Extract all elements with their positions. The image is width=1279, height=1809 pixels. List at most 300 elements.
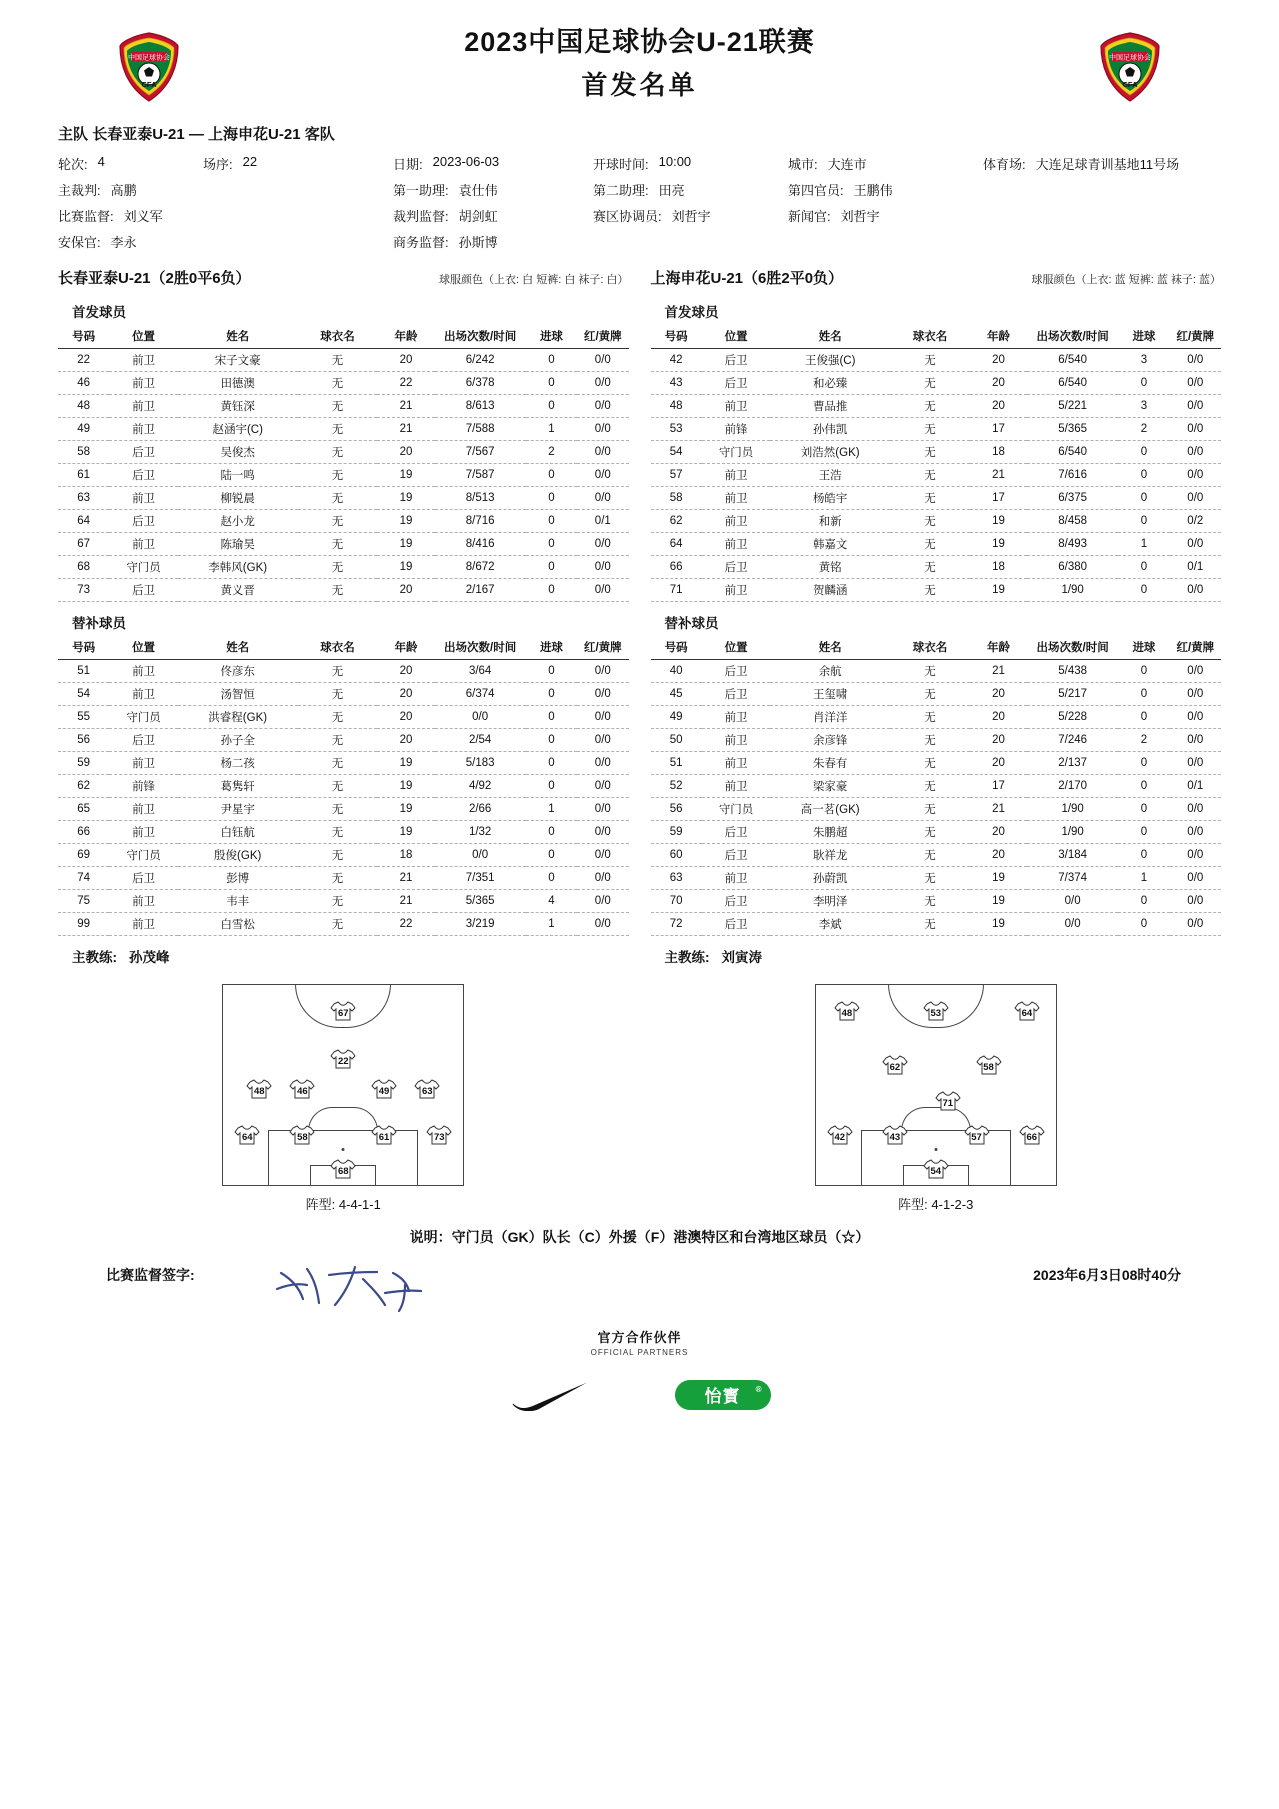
player-shirt-marker	[425, 1123, 453, 1147]
cell-goals: 0	[526, 371, 577, 394]
cell-goals: 0	[1118, 751, 1169, 774]
cell-age: 17	[970, 417, 1027, 440]
cell-shirtname: 无	[298, 659, 378, 682]
table-row	[651, 705, 1222, 728]
cell-name: 柳锐晨	[178, 486, 298, 509]
table-row	[651, 728, 1222, 751]
cell-apps: 2/170	[1027, 774, 1118, 797]
th-cards: 红/黄牌	[577, 325, 628, 349]
cell-goals: 2	[526, 440, 577, 463]
player-shirt-marker	[288, 1077, 316, 1101]
formation-diagrams	[58, 984, 1221, 1213]
cell-cards: 0/0	[577, 440, 628, 463]
table-row	[651, 486, 1222, 509]
cell-name: 王浩	[770, 463, 890, 486]
table-row	[58, 912, 629, 935]
th-apps: 出场次数/时间	[1027, 325, 1118, 349]
cell-age: 20	[377, 728, 434, 751]
page-subtitle: 首发名单	[581, 69, 698, 100]
th-name: 姓名	[178, 636, 298, 660]
cell-apps: 8/416	[435, 532, 526, 555]
home-starters-title: 首发球员	[72, 304, 126, 320]
th-age: 年龄	[970, 636, 1027, 660]
cell-goals: 2	[1118, 728, 1169, 751]
cell-apps: 8/493	[1027, 532, 1118, 555]
cell-age: 17	[970, 774, 1027, 797]
player-shirt-marker	[245, 1077, 273, 1101]
player-shirt-marker	[922, 999, 950, 1023]
player-shirt-marker	[833, 999, 861, 1023]
cell-position: 前卫	[109, 659, 177, 682]
cell-shirtname: 无	[890, 463, 970, 486]
meta-date: 日期: 2023-06-03	[393, 153, 500, 172]
cell-number: 69	[58, 843, 109, 866]
cell-cards: 0/0	[1170, 728, 1221, 751]
cell-goals: 4	[526, 889, 577, 912]
th-number: 号码	[651, 325, 702, 349]
cell-position: 后卫	[109, 578, 177, 601]
cell-age: 20	[970, 751, 1027, 774]
table-row	[651, 866, 1222, 889]
meta-kickoff: 开球时间: 10:00	[593, 153, 692, 172]
away-starters-body	[651, 348, 1222, 601]
cell-number: 52	[651, 774, 702, 797]
player-shirt-marker	[370, 1077, 398, 1101]
home-subs-table	[58, 636, 629, 936]
cell-age: 19	[377, 509, 434, 532]
away-formation-wrap	[651, 984, 1222, 1213]
cell-number: 56	[651, 797, 702, 820]
player-shirt-marker	[288, 1123, 316, 1147]
cell-shirtname: 无	[298, 532, 378, 555]
away-starters-table	[651, 325, 1222, 602]
meta-assistant-2: 第二助理: 田亮	[593, 182, 685, 198]
cell-name: 耿祥龙	[770, 843, 890, 866]
cell-cards: 0/0	[577, 820, 628, 843]
cell-goals: 0	[1118, 509, 1169, 532]
th-name: 姓名	[178, 325, 298, 349]
cell-goals: 0	[526, 555, 577, 578]
cell-shirtname: 无	[298, 797, 378, 820]
player-shirt-number: 67	[337, 1007, 349, 1019]
th-apps: 出场次数/时间	[435, 636, 526, 660]
th-apps: 出场次数/时间	[435, 325, 526, 349]
away-formation-label: 阵型: 4-1-2-3	[898, 1196, 974, 1212]
cell-shirtname: 无	[890, 705, 970, 728]
cell-number: 55	[58, 705, 109, 728]
player-shirt-marker	[963, 1123, 991, 1147]
cell-number: 54	[58, 682, 109, 705]
cell-age: 21	[377, 866, 434, 889]
table-row	[651, 578, 1222, 601]
cell-number: 71	[651, 578, 702, 601]
th-shirtname: 球衣名	[298, 325, 378, 349]
cell-age: 20	[970, 843, 1027, 866]
cell-goals: 0	[526, 659, 577, 682]
cell-position: 前卫	[109, 797, 177, 820]
cell-goals: 1	[1118, 532, 1169, 555]
th-goals: 进球	[526, 325, 577, 349]
th-cards: 红/黄牌	[1170, 325, 1221, 349]
cell-age: 19	[377, 751, 434, 774]
cell-age: 19	[970, 532, 1027, 555]
table-row	[58, 555, 629, 578]
player-shirt-number: 62	[889, 1061, 901, 1073]
partners-block	[0, 1327, 1279, 1411]
cell-age: 19	[377, 774, 434, 797]
cell-number: 42	[651, 348, 702, 371]
meta-press-officer: 新闻官: 刘哲宇	[788, 208, 880, 224]
cell-age: 22	[377, 371, 434, 394]
cell-shirtname: 无	[298, 440, 378, 463]
cell-name: 洪睿程(GK)	[178, 705, 298, 728]
cell-age: 20	[970, 728, 1027, 751]
cell-shirtname: 无	[298, 705, 378, 728]
cell-apps: 5/183	[435, 751, 526, 774]
cell-cards: 0/0	[577, 705, 628, 728]
away-label: 客队	[304, 125, 335, 143]
cell-position: 前卫	[109, 682, 177, 705]
meta-row-4	[58, 232, 1221, 251]
cell-shirtname: 无	[890, 889, 970, 912]
cell-position: 后卫	[702, 371, 770, 394]
cell-name: 韩嘉文	[770, 532, 890, 555]
meta-match-supervisor: 比赛监督: 刘义军	[58, 208, 163, 224]
cell-number: 48	[651, 394, 702, 417]
cell-apps: 3/184	[1027, 843, 1118, 866]
rosters	[58, 267, 1221, 966]
cell-position: 后卫	[702, 348, 770, 371]
home-coach: 主教练: 孙茂峰	[72, 949, 170, 965]
cell-goals: 3	[1118, 348, 1169, 371]
cell-age: 21	[970, 463, 1027, 486]
cell-name: 佟彦东	[178, 659, 298, 682]
table-row	[651, 509, 1222, 532]
cell-number: 61	[58, 463, 109, 486]
cell-name: 田德澳	[178, 371, 298, 394]
th-goals: 进球	[1118, 325, 1169, 349]
cell-apps: 8/513	[435, 486, 526, 509]
player-shirt-number: 73	[433, 1131, 445, 1143]
table-row	[58, 728, 629, 751]
th-number: 号码	[58, 325, 109, 349]
cell-cards: 0/0	[577, 843, 628, 866]
cell-shirtname: 无	[298, 889, 378, 912]
cell-goals: 0	[526, 774, 577, 797]
cell-cards: 0/1	[1170, 774, 1221, 797]
cell-cards: 0/0	[577, 774, 628, 797]
away-team-header	[651, 267, 1222, 291]
table-row	[651, 371, 1222, 394]
cell-number: 73	[58, 578, 109, 601]
player-shirt-number: 66	[1026, 1131, 1038, 1143]
cell-name: 高一茗(GK)	[770, 797, 890, 820]
meta-referee-supervisor: 裁判监督: 胡剑虹	[393, 208, 498, 224]
cell-position: 守门员	[702, 440, 770, 463]
cell-goals: 0	[526, 728, 577, 751]
table-row	[58, 751, 629, 774]
home-team-header	[58, 267, 629, 291]
cell-cards: 0/0	[577, 578, 628, 601]
cell-apps: 5/228	[1027, 705, 1118, 728]
cell-number: 43	[651, 371, 702, 394]
cell-cards: 0/1	[1170, 555, 1221, 578]
cell-name: 孙子全	[178, 728, 298, 751]
cell-cards: 0/0	[577, 348, 628, 371]
cell-shirtname: 无	[298, 394, 378, 417]
nike-swoosh-icon	[509, 1379, 591, 1411]
cell-number: 53	[651, 417, 702, 440]
cfa-crest-right-icon	[1093, 30, 1167, 104]
cell-cards: 0/0	[577, 659, 628, 682]
th-shirtname: 球衣名	[890, 636, 970, 660]
cell-shirtname: 无	[298, 509, 378, 532]
cell-apps: 8/672	[435, 555, 526, 578]
cell-name: 陈瑜昊	[178, 532, 298, 555]
cell-age: 20	[970, 820, 1027, 843]
cell-apps: 0/0	[1027, 912, 1118, 935]
cell-age: 19	[970, 889, 1027, 912]
table-row	[58, 348, 629, 371]
cell-age: 21	[377, 394, 434, 417]
cell-cards: 0/0	[1170, 797, 1221, 820]
cell-apps: 6/374	[435, 682, 526, 705]
cell-shirtname: 无	[298, 728, 378, 751]
cell-name: 殷俊(GK)	[178, 843, 298, 866]
cell-number: 54	[651, 440, 702, 463]
cell-apps: 2/66	[435, 797, 526, 820]
cell-age: 19	[970, 509, 1027, 532]
cell-name: 白钰航	[178, 820, 298, 843]
meta-row-3	[58, 206, 1221, 225]
cell-cards: 0/0	[577, 912, 628, 935]
cell-apps: 1/90	[1027, 578, 1118, 601]
cell-number: 40	[651, 659, 702, 682]
table-row	[651, 912, 1222, 935]
table-row	[651, 843, 1222, 866]
cell-apps: 7/616	[1027, 463, 1118, 486]
cell-age: 18	[970, 555, 1027, 578]
cell-age: 20	[377, 578, 434, 601]
cell-number: 51	[651, 751, 702, 774]
meta-row-1	[58, 154, 1221, 173]
player-shirt-number: 61	[378, 1131, 390, 1143]
cell-number: 62	[651, 509, 702, 532]
cell-name: 余彦锋	[770, 728, 890, 751]
cell-shirtname: 无	[298, 486, 378, 509]
th-number: 号码	[651, 636, 702, 660]
away-team-title: 上海申花U-21（6胜2平0负）	[650, 269, 844, 287]
page-title: 2023中国足球协会U-21联赛	[464, 27, 815, 57]
cell-position: 后卫	[702, 820, 770, 843]
cell-number: 57	[651, 463, 702, 486]
cell-name: 余航	[770, 659, 890, 682]
penalty-spot	[934, 1148, 937, 1151]
cell-age: 21	[970, 659, 1027, 682]
table-header-row	[651, 325, 1222, 349]
yibao-logo: 怡寳 ®	[675, 1380, 771, 1410]
cell-cards: 0/0	[1170, 463, 1221, 486]
th-age: 年龄	[970, 325, 1027, 349]
cell-age: 21	[377, 889, 434, 912]
cell-name: 黄铭	[770, 555, 890, 578]
home-starters-table	[58, 325, 629, 602]
cell-name: 和新	[770, 509, 890, 532]
away-subs-body	[651, 659, 1222, 935]
cell-cards: 0/0	[1170, 348, 1221, 371]
cell-shirtname: 无	[298, 843, 378, 866]
cell-apps: 4/92	[435, 774, 526, 797]
cell-apps: 7/588	[435, 417, 526, 440]
cell-name: 黄义晋	[178, 578, 298, 601]
cell-age: 19	[377, 532, 434, 555]
player-shirt-marker	[329, 1047, 357, 1071]
cell-number: 62	[58, 774, 109, 797]
table-header-row	[58, 636, 629, 660]
cell-number: 56	[58, 728, 109, 751]
cell-name: 和必臻	[770, 371, 890, 394]
player-shirt-marker	[370, 1123, 398, 1147]
cell-name: 杨皓宇	[770, 486, 890, 509]
cell-age: 21	[970, 797, 1027, 820]
cell-apps: 7/587	[435, 463, 526, 486]
cell-position: 前卫	[702, 774, 770, 797]
cell-age: 20	[377, 682, 434, 705]
th-position: 位置	[702, 636, 770, 660]
cell-shirtname: 无	[298, 578, 378, 601]
cell-apps: 5/438	[1027, 659, 1118, 682]
cell-cards: 0/0	[1170, 440, 1221, 463]
table-row	[651, 532, 1222, 555]
home-pitch	[222, 984, 464, 1186]
meta-fourth-official: 第四官员: 王鹏伟	[788, 182, 893, 198]
cell-age: 20	[970, 394, 1027, 417]
cell-number: 51	[58, 659, 109, 682]
cell-position: 后卫	[702, 682, 770, 705]
cell-position: 前卫	[702, 532, 770, 555]
meta-referee: 主裁判: 高鹏	[58, 182, 137, 198]
cell-name: 汤智恒	[178, 682, 298, 705]
cell-shirtname: 无	[298, 417, 378, 440]
cell-position: 前卫	[109, 532, 177, 555]
cell-cards: 0/0	[1170, 417, 1221, 440]
cell-apps: 8/458	[1027, 509, 1118, 532]
cell-name: 陆一鸣	[178, 463, 298, 486]
cell-number: 66	[651, 555, 702, 578]
cell-age: 20	[970, 348, 1027, 371]
cell-shirtname: 无	[890, 843, 970, 866]
player-shirt-number: 54	[930, 1165, 942, 1177]
cell-shirtname: 无	[890, 486, 970, 509]
cell-shirtname: 无	[890, 728, 970, 751]
cell-shirtname: 无	[890, 371, 970, 394]
versus-dash: —	[188, 125, 204, 143]
cell-name: 宋子文豪	[178, 348, 298, 371]
cell-position: 前卫	[702, 866, 770, 889]
cell-cards: 0/0	[1170, 705, 1221, 728]
cell-number: 58	[651, 486, 702, 509]
signature-label: 比赛监督签字:	[106, 1266, 195, 1283]
cell-name: 曹品推	[770, 394, 890, 417]
cell-goals: 3	[1118, 394, 1169, 417]
cell-position: 前卫	[109, 394, 177, 417]
player-shirt-number: 68	[337, 1165, 349, 1177]
cell-name: 吴俊杰	[178, 440, 298, 463]
table-row	[651, 348, 1222, 371]
cell-cards: 0/0	[1170, 371, 1221, 394]
cell-cards: 0/0	[1170, 682, 1221, 705]
cell-cards: 0/0	[577, 728, 628, 751]
cell-apps: 0/0	[435, 843, 526, 866]
table-row	[58, 682, 629, 705]
cell-name: 孙伟凯	[770, 417, 890, 440]
player-shirt-number: 63	[421, 1085, 433, 1097]
cell-name: 赵涵宇(C)	[178, 417, 298, 440]
cell-position: 前卫	[702, 394, 770, 417]
table-row	[58, 774, 629, 797]
th-age: 年龄	[377, 636, 434, 660]
cell-apps: 6/380	[1027, 555, 1118, 578]
cell-apps: 6/375	[1027, 486, 1118, 509]
cell-shirtname: 无	[298, 348, 378, 371]
cell-goals: 0	[526, 682, 577, 705]
player-shirt-number: 43	[889, 1131, 901, 1143]
cell-number: 49	[58, 417, 109, 440]
cell-shirtname: 无	[890, 509, 970, 532]
table-row	[58, 866, 629, 889]
cell-name: 彭博	[178, 866, 298, 889]
cell-number: 49	[651, 705, 702, 728]
table-row	[651, 820, 1222, 843]
cell-number: 63	[58, 486, 109, 509]
penalty-spot	[342, 1148, 345, 1151]
cell-name: 赵小龙	[178, 509, 298, 532]
cell-cards: 0/0	[577, 889, 628, 912]
cell-position: 前卫	[109, 820, 177, 843]
cell-age: 20	[377, 348, 434, 371]
cell-shirtname: 无	[890, 417, 970, 440]
table-row	[58, 509, 629, 532]
penalty-arc	[308, 1107, 378, 1131]
cell-goals: 1	[526, 912, 577, 935]
cell-name: 刘浩然(GK)	[770, 440, 890, 463]
cell-number: 60	[651, 843, 702, 866]
away-pitch	[815, 984, 1057, 1186]
cell-name: 李明泽	[770, 889, 890, 912]
cell-age: 17	[970, 486, 1027, 509]
cell-position: 后卫	[109, 728, 177, 751]
cell-name: 杨二孩	[178, 751, 298, 774]
cell-cards: 0/0	[577, 797, 628, 820]
player-shirt-number: 48	[841, 1007, 853, 1019]
cell-goals: 2	[1118, 417, 1169, 440]
cell-apps: 1/90	[1027, 797, 1118, 820]
cell-apps: 2/137	[1027, 751, 1118, 774]
home-starters-body	[58, 348, 629, 601]
cell-position: 前卫	[109, 417, 177, 440]
cell-goals: 0	[1118, 555, 1169, 578]
table-row	[58, 797, 629, 820]
cell-age: 20	[377, 659, 434, 682]
cell-name: 朱春有	[770, 751, 890, 774]
cell-number: 99	[58, 912, 109, 935]
cell-number: 72	[651, 912, 702, 935]
cell-cards: 0/0	[577, 532, 628, 555]
cell-goals: 0	[1118, 463, 1169, 486]
cell-number: 58	[58, 440, 109, 463]
cell-cards: 0/0	[577, 371, 628, 394]
cfa-crest-left-icon	[112, 30, 186, 104]
